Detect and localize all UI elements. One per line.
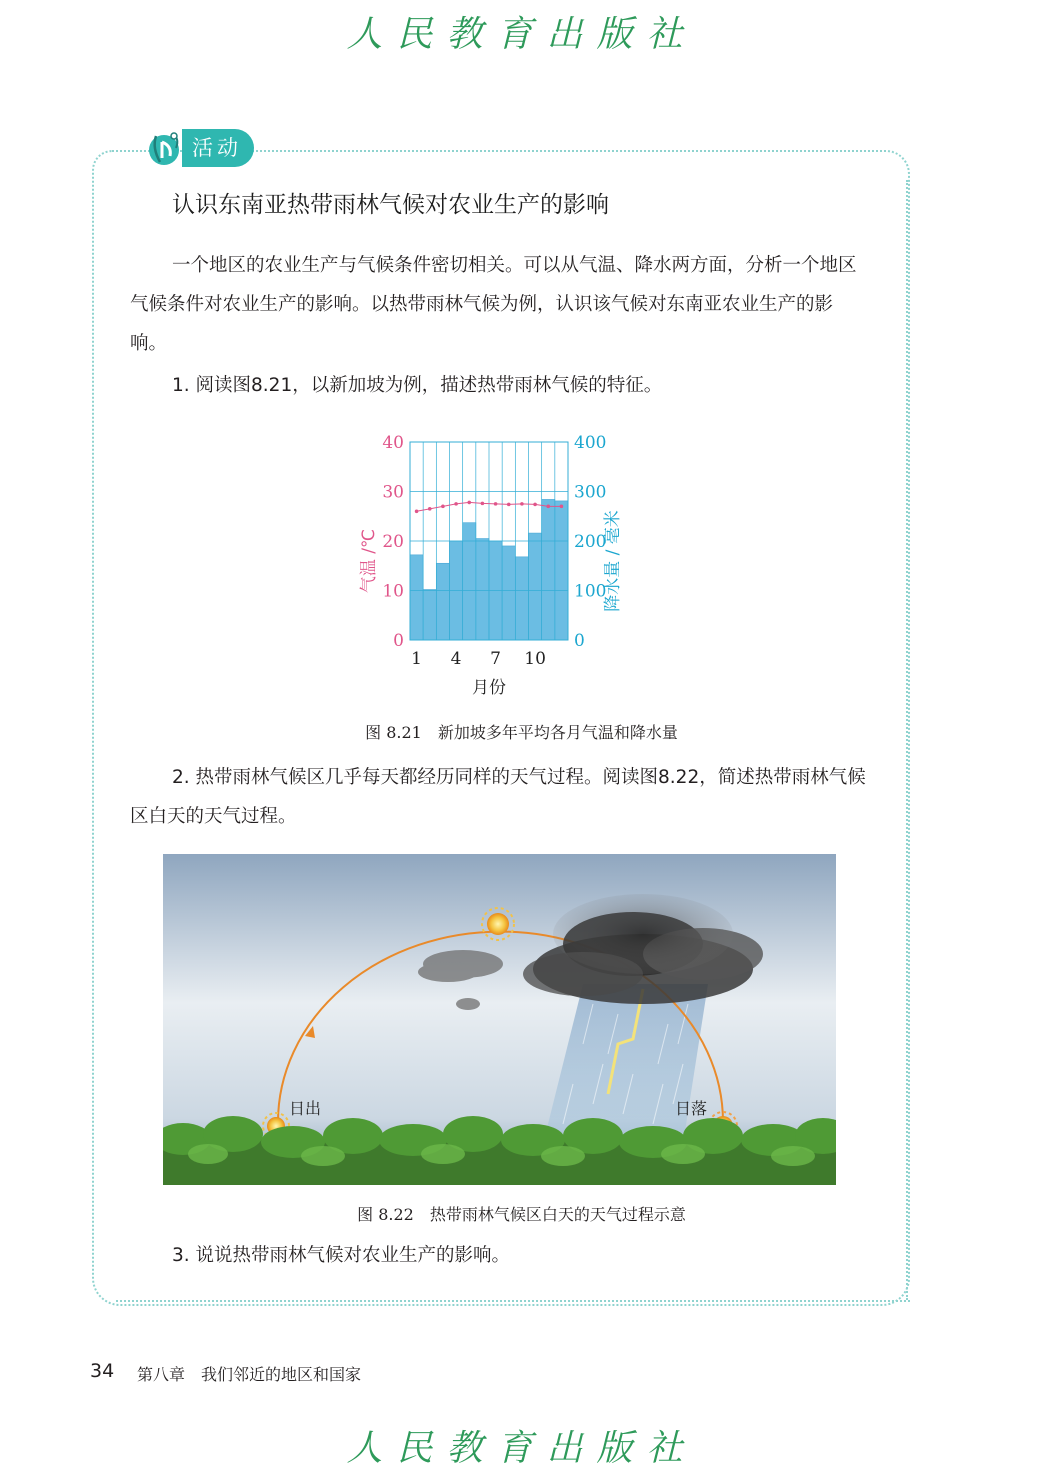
activity-icon: [146, 128, 186, 168]
temperature-point: [533, 503, 537, 507]
intro-text: 一个地区的农业生产与气候条件密切相关。可以从气温、降水两方面，分析一个地区气候条件对农业生产的影响。以热带雨林气候为例，认识该气候对东南亚农业生产的影响。: [130, 255, 857, 354]
figure-822-caption: 图 8.22 热带雨林气候区白天的天气过程示意: [357, 1205, 686, 1224]
publisher-logo-top: 人民教育出版社: [346, 14, 697, 55]
left-axis-label: 气温 /℃: [359, 528, 379, 594]
precip-bar: [542, 499, 555, 640]
sunset-label: 日落: [675, 1099, 708, 1118]
temperature-point: [467, 501, 471, 505]
x-tick-label: 1: [411, 649, 422, 669]
temperature-point: [441, 505, 445, 509]
precip-bar: [502, 546, 515, 640]
temperature-point: [507, 503, 511, 507]
right-tick-label: 0: [574, 631, 585, 651]
left-tick-label: 10: [382, 581, 404, 602]
precip-bar: [463, 523, 476, 640]
activity-frame-shadow-bottom: [116, 1300, 910, 1302]
temperature-point: [415, 510, 419, 514]
temperature-point: [481, 502, 485, 506]
activity-title: 认识东南亚热带雨林气候对农业生产的影响: [172, 192, 609, 218]
right-tick-label: 100: [574, 581, 607, 602]
activity-badge-label: 活动: [182, 129, 254, 167]
precip-bar: [410, 555, 423, 640]
question-2: [130, 758, 868, 836]
question-1: [130, 366, 868, 405]
left-tick-label: 30: [382, 482, 404, 503]
climate-chart: [340, 425, 660, 710]
question-2-text: 2. 热带雨林气候区几乎每天都经历同样的天气过程。阅读图8.22，简述热带雨林气候区白天的天气过程。: [130, 767, 866, 827]
temperature-point: [428, 507, 432, 511]
precip-bar: [423, 590, 436, 640]
precip-bar: [515, 557, 528, 640]
intro-paragraph: [130, 246, 868, 363]
precip-bar: [476, 539, 489, 640]
page-number: 34: [90, 1360, 115, 1382]
question-1-text: 1. 阅读图8.21，以新加坡为例，描述热带雨林气候的特征。: [172, 375, 663, 396]
left-tick-label: 0: [393, 631, 404, 651]
temperature-point: [520, 502, 524, 506]
temperature-point: [560, 505, 564, 509]
question-3: [130, 1236, 868, 1275]
left-tick-label: 20: [382, 532, 404, 552]
right-tick-label: 200: [574, 532, 607, 552]
activity-badge: [146, 128, 254, 168]
right-tick-label: 300: [574, 482, 607, 503]
figure-821-caption: 图 8.21 新加坡多年平均各月气温和降水量: [365, 723, 678, 742]
sunrise-label: 日出: [289, 1099, 322, 1118]
right-axis-label: 降水量 / 毫米: [603, 510, 623, 612]
chapter-title: 第八章 我们邻近的地区和国家: [137, 1365, 362, 1384]
question-3-text: 3. 说说热带雨林气候对农业生产的影响。: [172, 1245, 511, 1266]
left-tick-label: 40: [382, 433, 404, 453]
x-tick-label: 10: [524, 649, 546, 669]
x-tick-label: 7: [490, 649, 501, 669]
temperature-point: [546, 505, 550, 509]
x-axis-label: 月份: [472, 678, 506, 698]
precip-bar: [555, 501, 568, 640]
precip-bar: [529, 533, 542, 640]
temperature-point: [494, 502, 498, 506]
publisher-logo-bottom: 人民教育出版社: [346, 1428, 697, 1469]
temperature-point: [454, 502, 458, 506]
x-tick-label: 4: [450, 649, 462, 669]
right-tick-label: 400: [574, 433, 607, 453]
weather-process-illustration: [163, 854, 836, 1185]
precip-bar: [436, 563, 449, 640]
